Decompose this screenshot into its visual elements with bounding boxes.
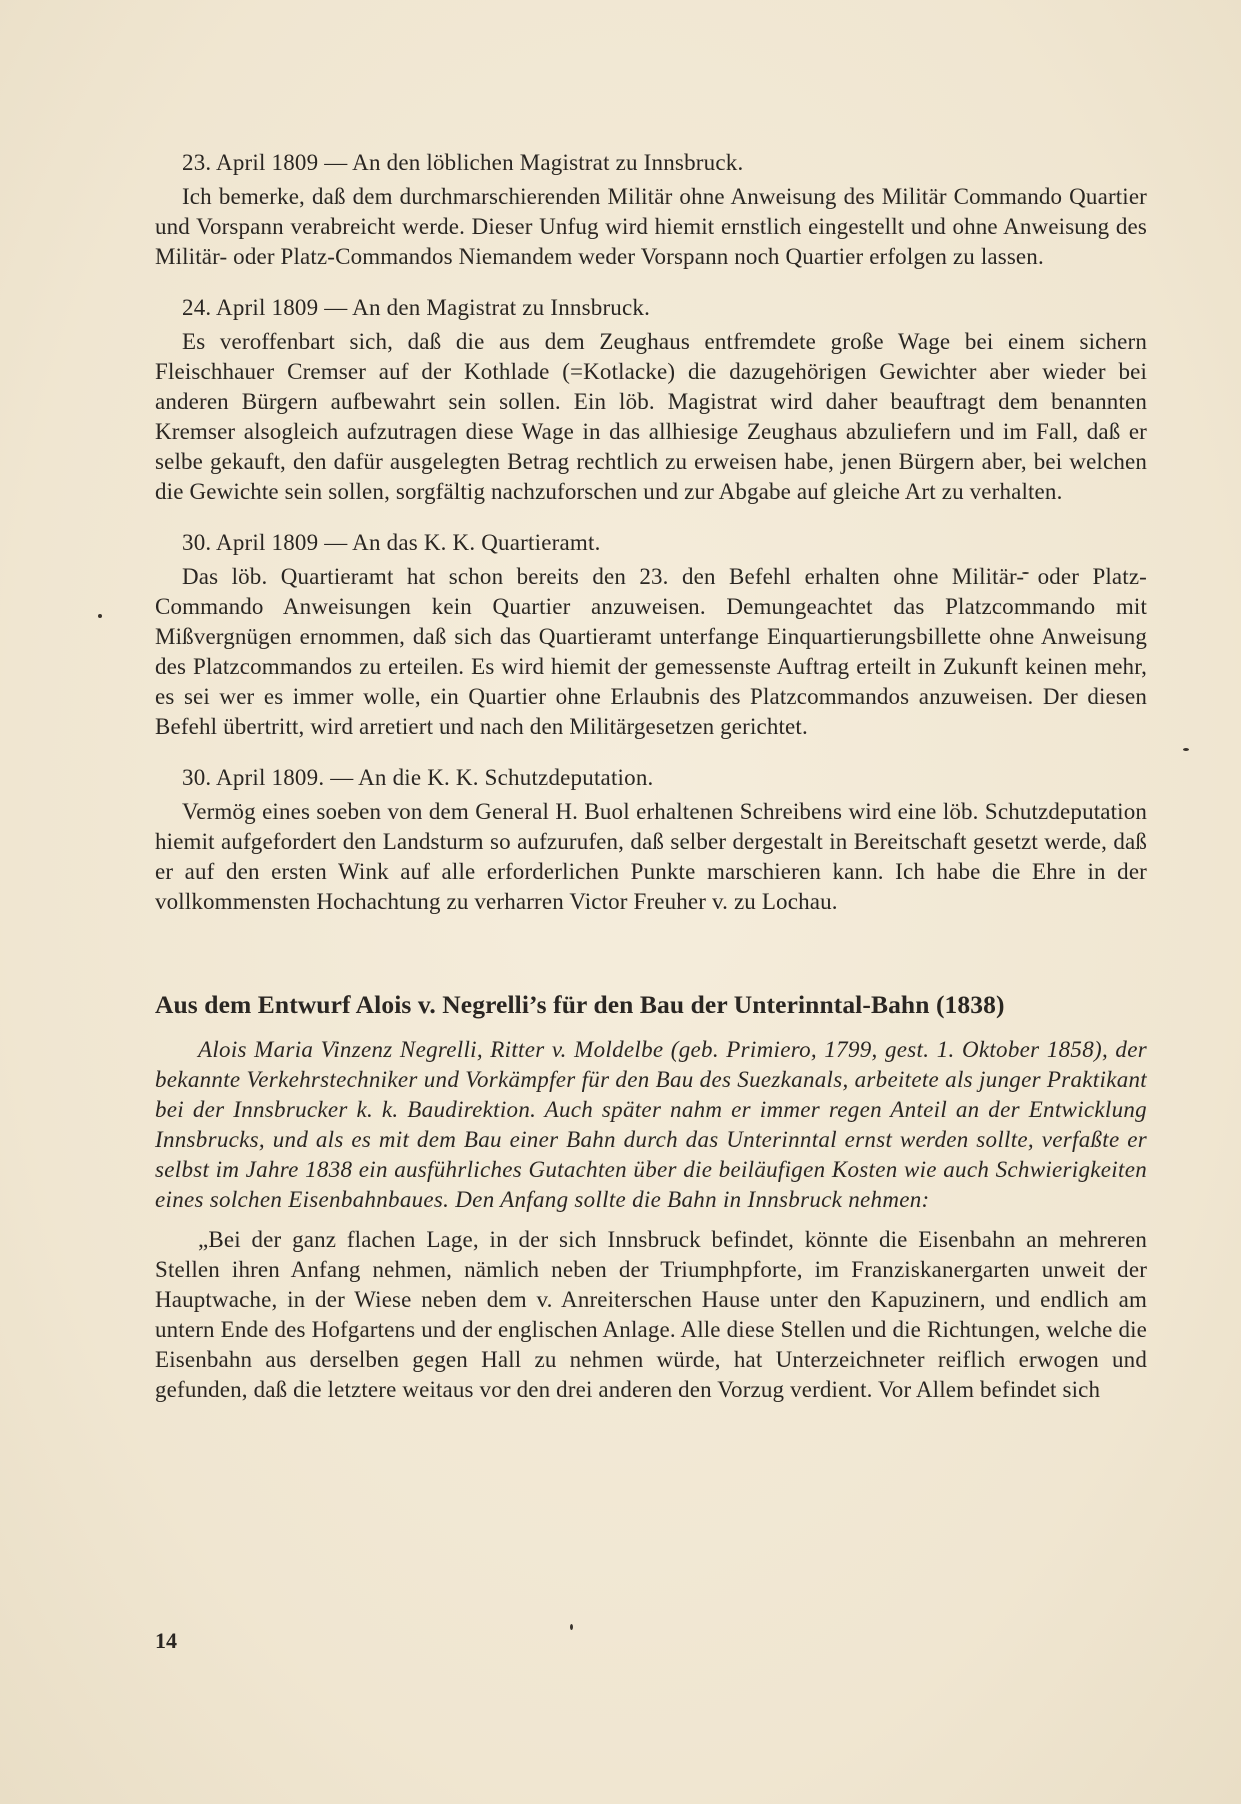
letter-heading: 30. April 1809. — An die K. K. Schutzdeputation.	[182, 765, 654, 790]
page-content	[155, 148, 1147, 1405]
letter-entry	[155, 763, 1147, 917]
paper-speck	[1183, 748, 1189, 751]
letter-body: Es veroffenbart sich, daß die aus dem Zeughaus entfremdete große Wage bei einem sichern Fleischhauer Cremser auf der Kothlade (=Kotlacke) die dazugehörigen Gewichter aber wieder bei anderen Bürgern aufbewahrt sein sollen. Ein löb. Magistrat wird daher beauftragt dem benannten Kremser alsogleich aufzutragen diese Wage in das allhiesige Zeughaus abzuliefern und im Fall, daß er selbe gekauft, den dafür ausgelegten Betrag rechtlich zu erweisen habe, jenen Bürgern aber, bei welchen die Gewichte sein sollen, sorgfältig nachzuforschen und zur Abgabe auf gleiche Art zu verhalten.	[155, 329, 1147, 504]
section-intro: Alois Maria Vinzenz Negrelli, Ritter v. Moldelbe (geb. Primiero, 1799, gest. 1. Oktober 1858), der bekannte Verkehrstechniker und Vorkämpfer für den Bau des Suezkanals, arbeitete als junger Praktikant bei der Innsbrucker k. k. Baudirektion. Auch später nahm er immer regen Anteil an der Entwicklung Innsbrucks, und als es mit dem Bau einer Bahn durch das Unterinntal ernst werden sollte, verfaßte er selbst im Jahre 1838 ein ausführliches Gutachten über die beiläufigen Kosten wie auch Schwierigkeiten eines solchen Eisenbahnbaues. Den Anfang sollte die Bahn in Innsbruck nehmen:	[155, 1037, 1147, 1212]
letter-entry	[155, 148, 1147, 272]
paper-speck	[570, 1624, 573, 1630]
letter-entry	[155, 293, 1147, 507]
letter-heading: 24. April 1809 — An den Magistrat zu Innsbruck.	[182, 295, 651, 320]
paper-speck	[98, 614, 102, 618]
letter-body: Ich bemerke, daß dem durchmarschierenden Militär ohne Anweisung des Militär Commando Quartier und Vorspann verabreicht werde. Dieser Unfug wird hiemit ernstlich eingestellt und ohne Anweisung des Militär- oder Platz-Commandos Niemandem weder Vorspann noch Quartier erfolgen zu lassen.	[155, 184, 1147, 269]
letter-heading: 23. April 1809 — An den löblichen Magistrat zu Innsbruck.	[182, 150, 744, 175]
letter-body: Das löb. Quartieramt hat schon bereits den 23. den Befehl erhalten ohne Militär- oder Platz-Commando Anweisungen kein Quartier anzuweisen. Demungeachtet das Platzcommando mit Mißvergnügen ernommen, daß sich das Quartieramt unterfange Einquartierungsbillette ohne Anweisung des Platzcommandos zu erteilen. Es wird hiemit der gemessenste Auftrag erteilt in Zukunft keinen mehr, es sei wer es immer wolle, ein Quartier ohne Erlaubnis des Platzcommandos anzuweisen. Der diesen Befehl übertritt, wird arretiert und nach den Militärgesetzen gerichtet.	[155, 564, 1147, 739]
letter-body: Vermög eines soeben von dem General H. Buol erhaltenen Schreibens wird eine löb. Schutzdeputation hiemit aufgefordert den Landsturm so aufzurufen, daß selber dergestalt in Bereitschaft gesetzt werde, daß er auf den ersten Wink auf alle erforderlichen Punkte marschieren kann. Ich habe die Ehre in der vollkommensten Hochachtung zu verharren Victor Freuher v. zu Lochau.	[155, 799, 1147, 914]
section-quote: „Bei der ganz flachen Lage, in der sich Innsbruck befindet, könnte die Eisenbahn an mehreren Stellen ihren Anfang nehmen, nämlich neben der Triumphpforte, im Franziskanergarten unweit der Hauptwache, in der Wiese neben dem v. Anreiterschen Hause unter den Kapuzinern, und endlich am untern Ende des Hofgartens und der englischen Anlage. Alle diese Stellen und die Richtungen, welche die Eisenbahn aus derselben gegen Hall zu nehmen würde, hat Unterzeichneter reiflich erwogen und gefunden, daß die letztere weitaus vor den drei anderen den Vorzug verdient. Vor Allem befindet sich	[155, 1227, 1147, 1402]
section-title: Aus dem Entwurf Alois v. Negrelli’s für den Bau der Unterinntal-Bahn (1838)	[155, 990, 1005, 1019]
letter-heading: 30. April 1809 — An das K. K. Quartieramt.	[182, 530, 601, 555]
page-number: 14	[155, 1628, 177, 1653]
letter-entry	[155, 528, 1147, 742]
